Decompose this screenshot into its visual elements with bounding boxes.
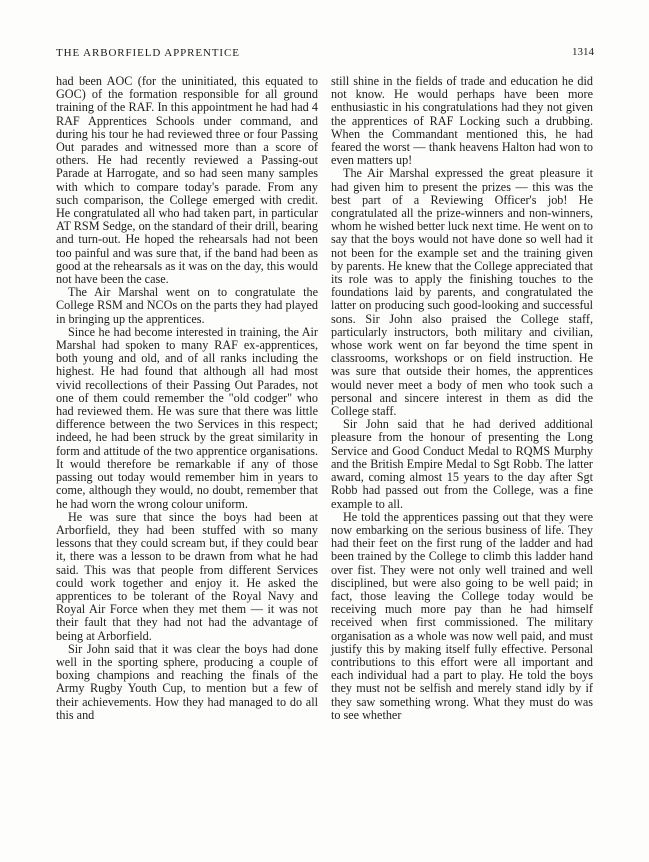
paragraph: Since he had become interested in training, the Air Marshal had spoken to many RAF ex-apprentices, both young and old, and of all ranks including the highest. He had found that although all had most vivid recollections of their Passing Out Parades, not one of them could remember the "old codger" who had reviewed them. He was sure that there was little difference between the two Services in this respect; indeed, he had been struck by the great similarity in form and attitude of the two apprentice organisations. It would therefore be remarkable if any of those passing out today would remember him in years to come, although they would, no doubt, remember that he had worn the wrong colour uniform. bbox=[56, 324, 318, 511]
left-column bbox=[56, 75, 318, 722]
paragraph: still shine in the fields of trade and education he did not know. He would perhaps have been more enthusiastic in his congratulations had they not given the apprentices of RAF Locking such a drubbing. When the Commandant mentioned this, he had feared the worst — thank heavens Halton had won to even matters up! bbox=[331, 74, 593, 168]
paragraph: Sir John said that he had derived additional pleasure from the honour of presenting the Long Service and Good Conduct Medal to RQMS Murphy and the British Empire Medal to Sgt Robb. The latter award, coming almost 15 years to the day after Sgt Robb had passed out from the College, was a fine example to all. bbox=[331, 417, 593, 511]
paragraph: The Air Marshal went on to congratulate the College RSM and NCOs on the parts they had played in bringing up the apprentices. bbox=[56, 285, 318, 326]
page-number: 1314 bbox=[572, 46, 594, 58]
right-column bbox=[331, 75, 593, 722]
paragraph: The Air Marshal expressed the great pleasure it had given him to present the prizes — this was the best part of a Reviewing Officer's job! He congratulated all the prize-winners and non-winners, whom he wished better luck next time. He went on to say that the boys would not have done so well had it not been for the example set and the training given by parents. He knew that the College appreciated that its role was to apply the finishing touches to the foundations laid by parents, and congratulated the latter on producing such good-looking and successful sons. Sir John also praised the College staff, particularly instructors, both military and civilian, whose work went on far beyond the time spent in classrooms, workshops or on field instruction. He was sure that outside their homes, the apprentices would never meet a body of men who took such a personal and sincere interest in them as did the College staff. bbox=[331, 166, 593, 419]
paragraph: He told the apprentices passing out that they were now embarking on the serious business of life. They had their feet on the first rung of the ladder and had been trained by the College to climb this ladder hand over fist. They were not only well trained and well disciplined, but were also going to be well paid; in fact, those leaving the College today would be receiving much more pay than he had himself received when first commissioned. The military organisation as a whole was now well paid, and must justify this by making itself fully effective. Personal contributions to this effort were all important and each individual had a part to play. He told the boys they must not be selfish and merely stand idly by if they saw something wrong. What they must do was to see whether bbox=[331, 509, 593, 722]
paragraph: had been AOC (for the uninitiated, this equated to GOC) of the formation responsible for all ground training of the RAF. In this appointment he had had 4 RAF Apprentices Schools under command, and during his tour he had reviewed three or four Passing Out parades and witnessed more than a score of others. He had recently reviewed a Passing-out Parade at Harrogate, and so had seen many samples with which to compare today's parade. From any such comparison, the College emerged with credit. He congratulated all who had taken part, in particular AT RSM Sedge, on the standard of their drill, bearing and turn-out. He hoped the rehearsals had not been too painful and was sure that, if the band had been as good at the rehearsals as it was on the day, this would not have been the case. bbox=[56, 74, 318, 287]
paragraph: Sir John said that it was clear the boys had done well in the sporting sphere, producing a couple of boxing champions and reaching the finals of the Army Rugby Youth Cup, to mention but a few of their achievements. How they had managed to do all this and bbox=[56, 641, 318, 722]
running-head: THE ARBORFIELD APPRENTICE bbox=[56, 47, 240, 59]
paragraph: He was sure that since the boys had been at Arborfield, they had been stuffed with so many lessons that they could scream but, if they could bear it, there was a lesson to be drawn from what he had said. This was that people from different Services could work together and enjoy it. He asked the apprentices to be tolerant of the Royal Navy and Royal Air Force when they met them — it was not their fault that they had not had the advantage of being at Arborfield. bbox=[56, 509, 318, 643]
